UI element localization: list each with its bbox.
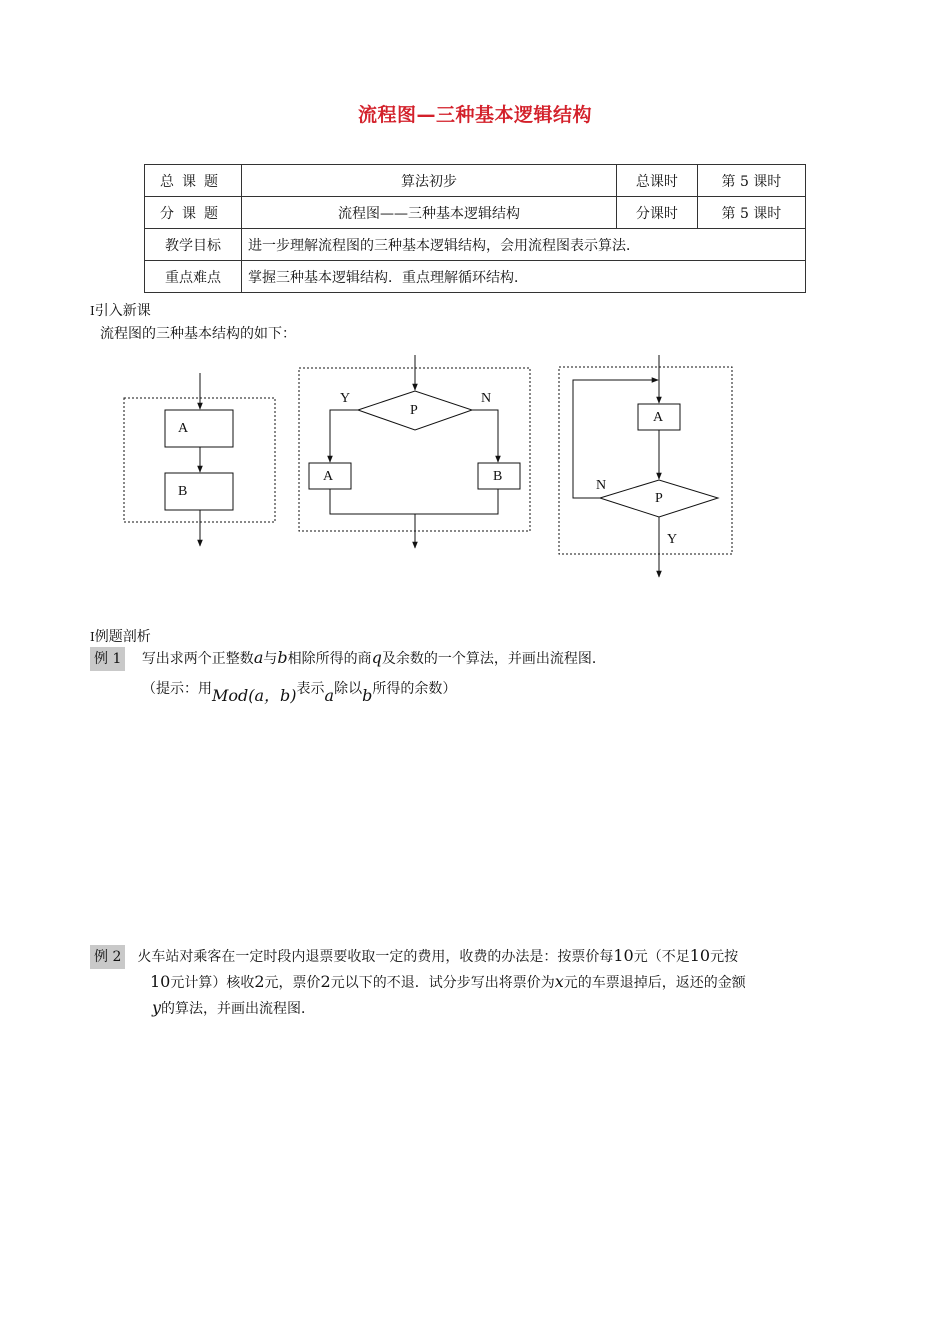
ex2-text-3: 元按 [710, 949, 739, 965]
loop-label-yes: Y [667, 532, 678, 547]
flowchart-diagrams [0, 340, 950, 590]
var-x: x [554, 972, 564, 991]
value-teaching-goal: 进一步理解流程图的三种基本逻辑结构，会用流程图表示算法． [242, 229, 806, 261]
loop-arrow-back [573, 380, 658, 498]
sel-merge-line [330, 489, 498, 514]
sequence-structure [124, 373, 275, 546]
label-total-hours: 总课时 [616, 165, 697, 197]
value-total-hours: 第 5 课时 [697, 165, 805, 197]
ex2-number: 10 [613, 946, 634, 965]
loop-label-no: N [596, 478, 607, 493]
seq-label-b: B [178, 484, 188, 499]
section-marker: I [90, 304, 95, 318]
value-key-points: 掌握三种基本逻辑结构．重点理解循环结构． [242, 261, 806, 293]
example-2-line-1 [90, 944, 870, 969]
ex2-text-7: 元的车票退掉后，返还的金额 [563, 975, 746, 991]
hint-var-b: b [362, 686, 373, 705]
example-2-tag: 例 2 [90, 945, 125, 969]
loop-label-p: P [655, 491, 663, 506]
intro-text: 流程图的三种基本结构的如下： [100, 326, 296, 342]
ex2-text-8: 的算法，并画出流程图． [161, 1001, 316, 1017]
ex1-text-2: 与 [263, 651, 278, 667]
value-sub-topic: 流程图——三种基本逻辑结构 [242, 197, 617, 229]
table-row [145, 229, 806, 261]
sel-label-b: B [493, 469, 503, 484]
sel-arrow-yes [330, 410, 358, 462]
hint-open: （提示：用 [142, 681, 212, 697]
example-1-tag: 例 1 [90, 647, 125, 671]
hint-text-2: 除以 [334, 681, 363, 697]
table-row [145, 261, 806, 293]
hint-close: 所得的余数） [372, 681, 457, 697]
sel-label-p: P [410, 403, 418, 418]
value-total-topic: 算法初步 [242, 165, 617, 197]
loop-dotted-frame [559, 367, 732, 554]
course-info-table [144, 164, 806, 293]
ex2-text-6: 元以下的不退．试分步写出将票价为 [330, 975, 555, 991]
ex1-text-4: 及余数的一个算法，并画出流程图． [381, 651, 606, 667]
var-q: q [371, 648, 382, 667]
hint-text-1: 表示 [296, 681, 325, 697]
seq-label-a: A [178, 421, 189, 436]
mod-expression: Mod(a，b) [212, 686, 297, 705]
example-1-hint [142, 676, 457, 705]
ex2-number: 10 [689, 946, 711, 965]
example-2-line-3 [152, 996, 315, 1021]
section-marker: I [90, 630, 95, 644]
ex2-number: 2 [320, 972, 331, 991]
sel-label-yes: Y [340, 391, 351, 406]
seq-box-a [165, 410, 233, 447]
loop-structure [559, 355, 732, 577]
ex2-number: 2 [254, 972, 265, 991]
section-title: 引入新课 [94, 303, 151, 319]
hint-var-a: a [324, 686, 335, 705]
page-title: 流程图—三种基本逻辑结构 [357, 104, 592, 126]
ex2-text-5: 元，票价 [264, 975, 321, 991]
ex2-text-4: 元计算）核收 [170, 975, 255, 991]
var-a: a [253, 648, 264, 667]
label-teaching-goal: 教学目标 [145, 229, 242, 261]
label-key-points: 重点难点 [145, 261, 242, 293]
section-heading-examples [90, 626, 151, 646]
ex2-text-1: 火车站对乘客在一定时段内退票要收取一定的费用，收费的办法是：按票价每 [137, 949, 614, 965]
ex1-text-1: 写出求两个正整数 [141, 651, 254, 667]
value-sub-hours: 第 5 课时 [697, 197, 805, 229]
label-sub-hours: 分课时 [616, 197, 697, 229]
loop-label-a: A [653, 410, 664, 425]
selection-structure [299, 355, 530, 548]
table-row [145, 165, 806, 197]
example-2-line-2 [150, 970, 870, 995]
table-row [145, 197, 806, 229]
sel-arrow-no [472, 410, 498, 462]
section-heading-intro [90, 300, 151, 320]
section-title: 例题剖析 [94, 629, 151, 645]
var-b: b [277, 648, 288, 667]
ex2-text-2: 元（不足 [633, 949, 690, 965]
label-total-topic: 总课题 [145, 165, 242, 197]
var-y: y [152, 998, 162, 1017]
label-sub-topic: 分课题 [145, 197, 242, 229]
ex2-number: 10 [150, 972, 171, 991]
example-1-text [90, 646, 606, 671]
seq-box-b [165, 473, 233, 510]
sel-label-a: A [323, 469, 334, 484]
ex1-text-3: 相除所得的商 [287, 651, 372, 667]
sel-label-no: N [481, 391, 492, 406]
